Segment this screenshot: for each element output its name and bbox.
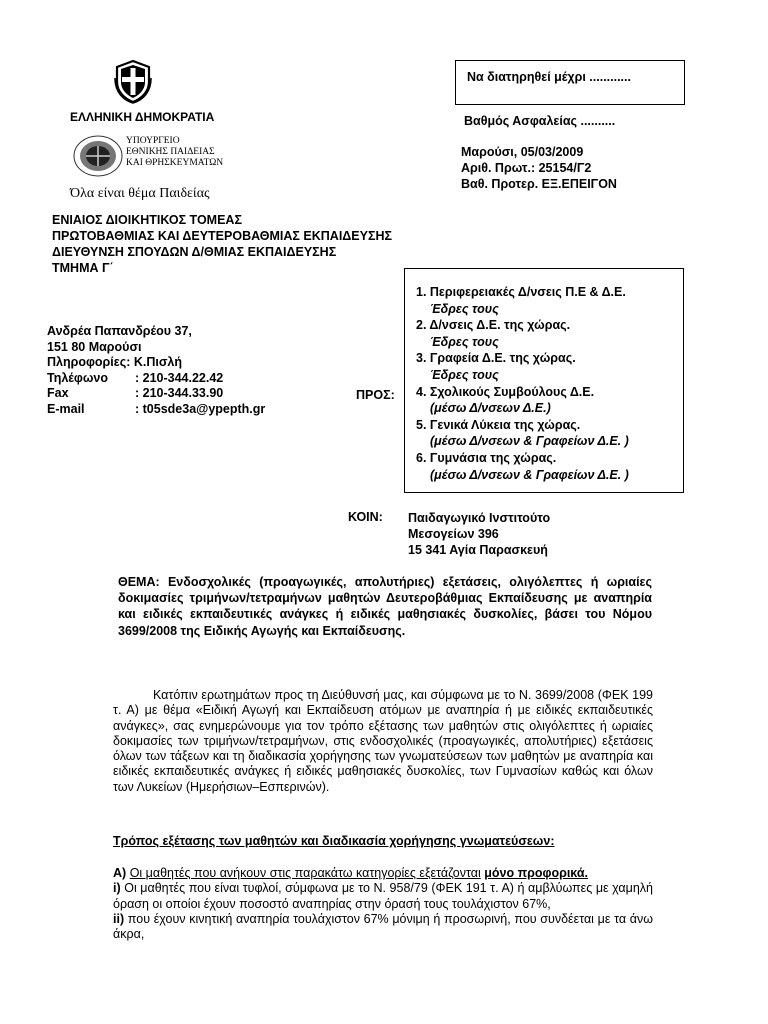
item-label: ii)	[113, 911, 125, 926]
recipient-item: 2. Δ/νσεις Δ.Ε. της χώρας.	[416, 318, 571, 333]
recipients-list	[416, 284, 629, 483]
section-a-intro-text: Οι μαθητές που ανήκουν στις παρακάτω κατηγορίες εξετάζονται	[129, 866, 481, 880]
recipient-sub: (μέσω Δ/νσεων & Γραφείων Δ.Ε. )	[430, 434, 629, 449]
recipient-sub: Έδρες τους	[430, 367, 499, 382]
recipient-sub: (μέσω Δ/νσεων Δ.Ε.)	[430, 401, 551, 416]
phone-value: : 210-344.22.42	[135, 370, 224, 385]
greek-emblem-icon	[113, 58, 153, 104]
department-block	[52, 212, 392, 276]
ministry-logo-icon	[72, 134, 124, 178]
recipient-item: 1. Περιφερειακές Δ/νσεις Π.Ε & Δ.Ε.	[416, 285, 626, 299]
section-a	[113, 866, 653, 942]
phone-label: Τηλέφωνο	[47, 370, 109, 385]
motto: Όλα είναι θέμα Παιδείας	[70, 186, 210, 201]
fax-row	[47, 386, 265, 402]
cc-line: 15 341 Αγία Παρασκευή	[408, 543, 548, 557]
item-label: i)	[113, 881, 121, 896]
section-a-label: Α)	[113, 866, 127, 880]
address-line: Ανδρέα Παπανδρέου 37,	[47, 324, 192, 338]
recipient-sub: Έδρες τους	[430, 334, 499, 349]
recipient-item: 4. Σχολικούς Συμβούλους Δ.Ε.	[416, 384, 595, 399]
info-line: Πληροφορίες: Κ.Πισλή	[47, 355, 182, 369]
cc-block	[408, 510, 550, 558]
recipient-item: 6. Γυμνάσια της χώρας.	[416, 450, 557, 465]
document-date: Μαρούσι, 05/03/2009	[461, 145, 584, 159]
cc-label: ΚΟΙΝ:	[348, 510, 383, 524]
item-text: που έχουν κινητική αναπηρία τουλάχιστον 67% μόνιμη ή προσωρινή, που συνδέεται με τα άνω άκρα,	[113, 911, 653, 942]
section-a-item	[113, 881, 653, 912]
email-label: E-mail	[47, 401, 85, 416]
department-line: ΕΝΙΑΙΟΣ ΔΙΟΙΚΗΤΙΚΟΣ ΤΟΜΕΑΣ	[52, 213, 242, 227]
contact-block	[47, 324, 265, 417]
fax-value: : 210-344.33.90	[135, 386, 224, 400]
section-a-emphasis: μόνο προφορικά.	[484, 866, 589, 880]
protocol-number: Αριθ. Πρωτ.: 25154/Γ2	[461, 161, 592, 175]
section-a-intro	[113, 866, 653, 881]
ministry-line: ΥΠΟΥΡΓΕΙΟ	[126, 136, 180, 146]
cc-line: Παιδαγωγικό Ινστιτούτο	[408, 511, 551, 525]
security-level: Βαθμός Ασφαλείας ..........	[464, 114, 616, 128]
ministry-line: ΚΑΙ ΘΡΗΣΚΕΥΜΑΤΩΝ	[126, 158, 224, 168]
email-row	[47, 402, 265, 418]
document-meta	[461, 144, 617, 192]
ministry-line: ΕΘΝΙΚΗΣ ΠΑΙΔΕΙΑΣ	[126, 147, 215, 157]
item-text: Οι μαθητές που είναι τυφλοί, σύμφωνα με το Ν. 958/79 (ΦΕΚ 191 τ. Α) ή αμβλύωπες με χαμηλή όραση οι οποίοι έχουν ποσοστό αναπηρίας στην όρασή τους τουλάχιστον 67%,	[113, 881, 653, 911]
retention-text: Να διατηρηθεί μέχρι ............	[467, 70, 631, 84]
ministry-name	[126, 136, 223, 169]
priority-level: Βαθ. Προτερ. ΕΞ.ΕΠΕΙΓΟΝ	[461, 177, 617, 191]
body-paragraph	[113, 688, 653, 795]
body-text: Κατόπιν ερωτημάτων προς τη Διεύθυνσή μας, και σύμφωνα με το Ν. 3699/2008 (ΦΕΚ 199 τ. Α) με θέμα «Ειδική Αγωγή και Εκπαίδευση ατόμων με αναπηρία ή με ειδικές εκπαιδευτικές ανάγκες», σας ενημερώνουμε για τον τρόπο εξέτασης των μαθητών στις ολιγόλεπτες ή ωριαίες δοκιμασίες των τριμήνων/τετραμήνων, στις ενδοσχολικές (προαγωγικές, απολυτήριες) εξετάσεις όλων των τάξεων και τη διαδικασία χορήγησης των γνωματεύσεων των μαθητών με αναπηρία και ειδικές εκπαιδευτικές ανάγκες ή ειδικές μαθησιακές δυσκολίες, των Γυμνασίων καθώς και όλων των Λυκείων (Ημερήσιων–Εσπερινών).	[113, 688, 653, 794]
cc-line: Μεσογείων 396	[408, 527, 499, 541]
department-line: ΔΙΕΥΘΥΝΣΗ ΣΠΟΥΔΩΝ Δ/ΘΜΙΑΣ ΕΚΠΑΙΔΕΥΣΗΣ	[52, 245, 337, 259]
department-line: ΤΜΗΜΑ Γ΄	[52, 261, 114, 275]
state-name: ΕΛΛΗΝΙΚΗ ΔΗΜΟΚΡΑΤΙΑ	[70, 110, 215, 124]
subject-paragraph: ΘΕΜΑ: Ενδοσχολικές (προαγωγικές, απολυτήριες) εξετάσεις, ολιγόλεπτες ή ωριαίες δοκιμασίες τριμήνων/τετραμήνων μαθητών Δευτεροβάθμιας Εκπαίδευσης με αναπηρία και ειδικές εκπαιδευτικές ανάγκες ή ειδικές μαθησιακές δυσκολίες, βάσει του Νόμου 3699/2008 της Ειδικής Αγωγής και Εκπαίδευσης.	[118, 575, 652, 638]
phone-row	[47, 371, 265, 387]
address-line: 151 80 Μαρούσι	[47, 339, 142, 354]
email-value: : t05sde3a@ypepth.gr	[135, 401, 266, 416]
section-heading: Τρόπος εξέτασης των μαθητών και διαδικασία χορήγησης γνωματεύσεων:	[113, 834, 555, 848]
recipient-item: 3. Γραφεία Δ.Ε. της χώρας.	[416, 351, 576, 366]
section-a-item	[113, 912, 653, 943]
recipient-item: 5. Γενικά Λύκεια της χώρας.	[416, 417, 581, 432]
department-line: ΠΡΩΤΟΒΑΘΜΙΑΣ ΚΑΙ ΔΕΥΤΕΡΟΒΑΘΜΙΑΣ ΕΚΠΑΙΔΕΥΣΗΣ	[52, 229, 392, 243]
recipients-label: ΠΡΟΣ:	[356, 388, 395, 402]
recipient-sub: Έδρες τους	[430, 301, 499, 316]
fax-label: Fax	[47, 386, 69, 400]
recipient-sub: (μέσω Δ/νσεων & Γραφείων Δ.Ε. )	[430, 467, 629, 482]
